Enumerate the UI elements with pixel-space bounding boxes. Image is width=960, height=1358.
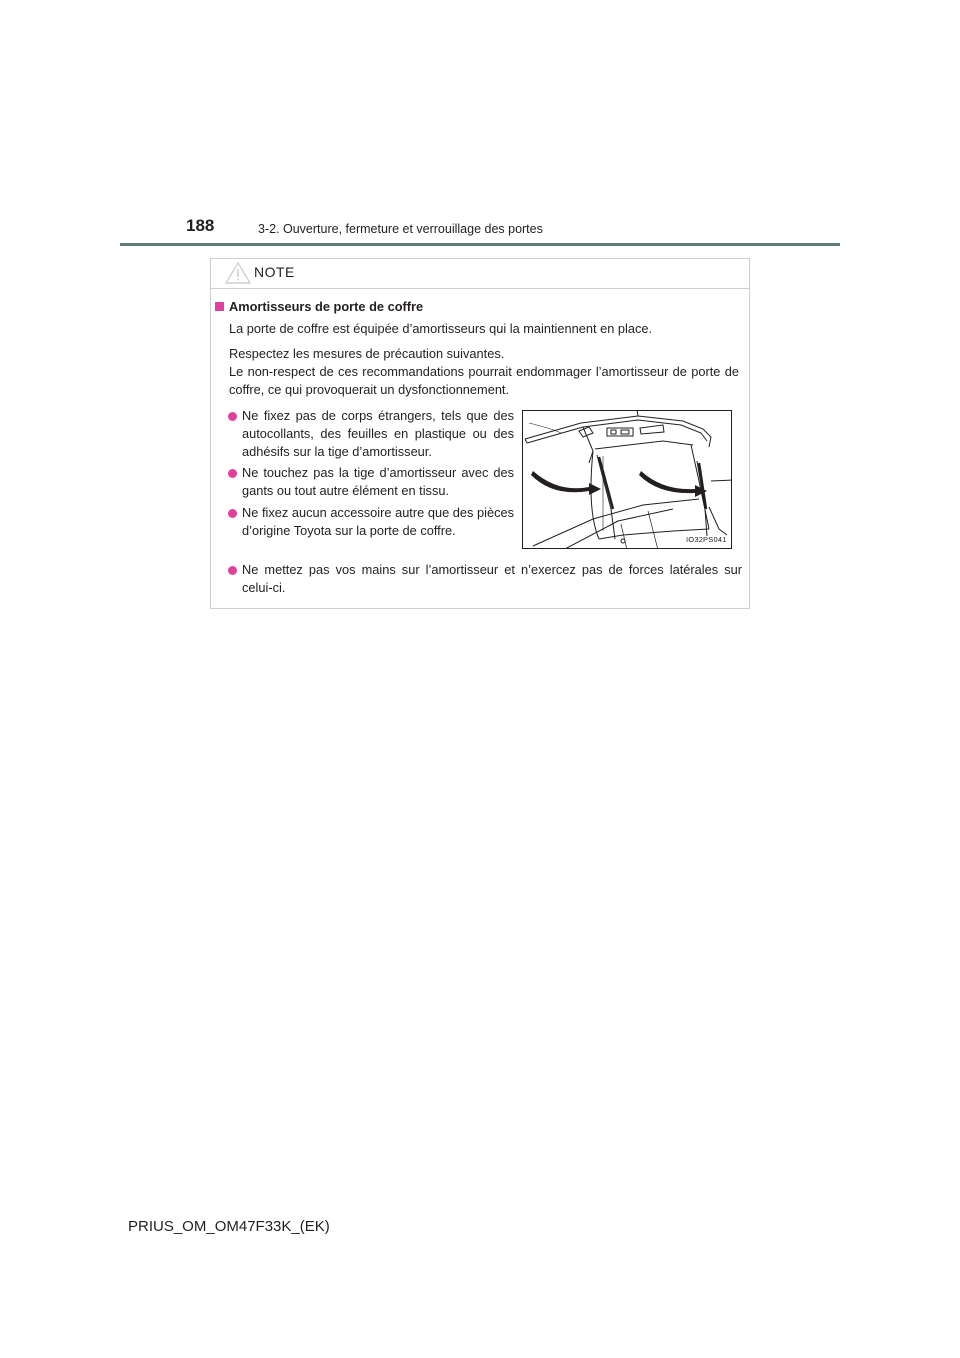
note-heading: Amortisseurs de porte de coffre xyxy=(229,299,424,314)
note-intro: La porte de coffre est équipée d’amortisseurs qui la maintiennent en place. xyxy=(229,321,653,336)
precaution-line-1: Respectez les mesures de précaution suivantes. xyxy=(229,346,505,361)
note-header xyxy=(211,259,749,289)
header-divider xyxy=(120,243,840,246)
bullet-dot-icon xyxy=(228,469,237,478)
bullet-dot-icon xyxy=(228,412,237,421)
precaution-line-2: Le non-respect de ces recommandations pourrait endommager l’amortisseur de porte de coffre, ce qui provoquerait un dysfonctionnement. xyxy=(229,364,739,397)
note-label: NOTE xyxy=(254,264,295,280)
page-number: 188 xyxy=(186,216,215,235)
bullet-item-4: Ne mettez pas vos mains sur l’amortisseur et n’exercez pas de forces latérales sur celui-ci. xyxy=(242,562,742,595)
document-code: PRIUS_OM_OM47F33K_(EK) xyxy=(128,1218,330,1235)
section-title: 3-2. Ouverture, fermeture et verrouillage des portes xyxy=(258,222,543,236)
figure-code: IO32PS041 xyxy=(686,535,727,544)
bullet-dot-icon xyxy=(228,509,237,518)
square-bullet-icon xyxy=(215,302,224,311)
warning-icon xyxy=(225,262,251,284)
bullet-item-1: Ne fixez pas de corps étrangers, tels que des autocollants, des feuilles en plastique ou des adhésifs sur la tige d’amortisseur. xyxy=(242,408,514,459)
bullet-item-3: Ne fixez aucun accessoire autre que des pièces d’origine Toyota sur la porte de coffre. xyxy=(242,505,514,538)
bullet-dot-icon xyxy=(228,566,237,575)
tailgate-illustration xyxy=(522,410,732,549)
bullet-item-2: Ne touchez pas la tige d’amortisseur avec des gants ou tout autre élément en tissu. xyxy=(242,465,514,498)
